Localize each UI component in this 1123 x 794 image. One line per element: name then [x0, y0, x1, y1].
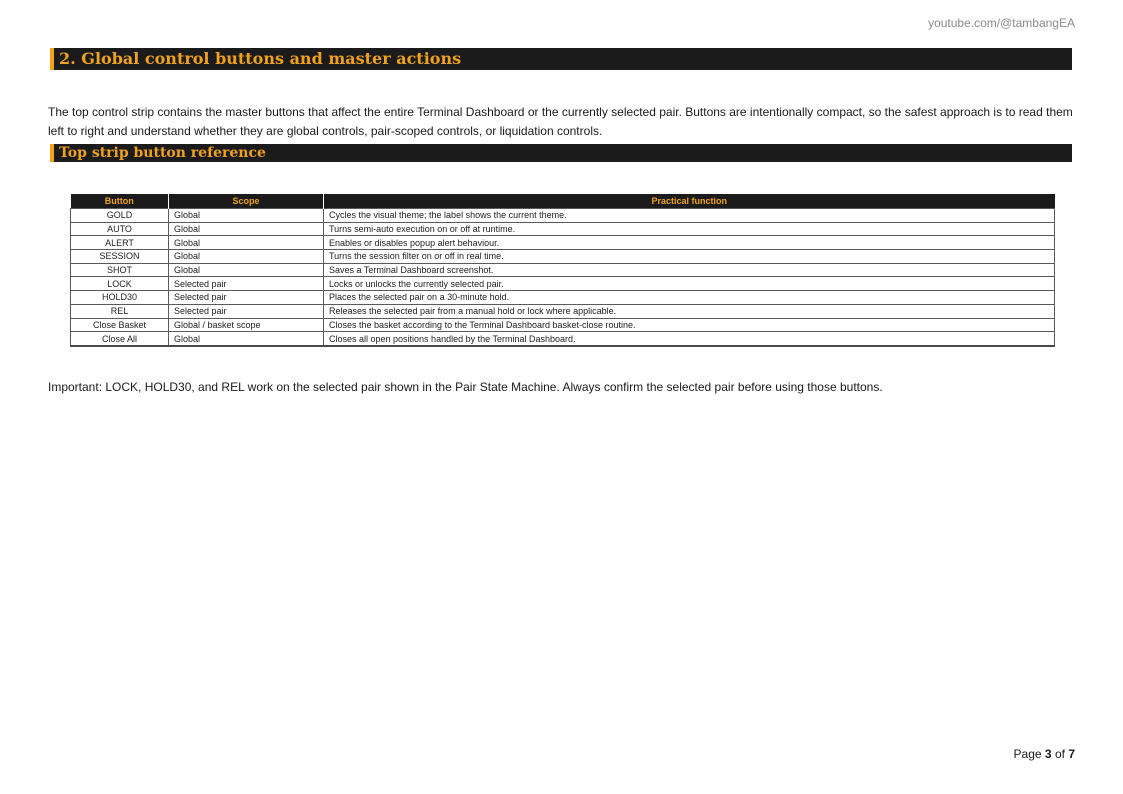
page-prefix: Page — [1013, 747, 1042, 761]
button-reference-table — [70, 194, 1055, 347]
table-row — [71, 291, 1055, 305]
cell-scope: Global — [169, 250, 324, 264]
intro-paragraph: The top control strip contains the master buttons that affect the entire Terminal Dashboard or the currently selected pair. Buttons are intentionally compact, so the safest approach is to read them left to right and understand whether they are global controls, pair-scoped controls, or liquidation controls. — [48, 105, 1073, 138]
table-header-row — [71, 194, 1055, 209]
page-current: 3 — [1044, 747, 1052, 761]
section-heading: 2. Global control buttons and master actions — [50, 48, 1072, 70]
important-note: Important: LOCK, HOLD30, and REL work on the selected pair shown in the Pair State Machine. Always confirm the selected pair before using those buttons. — [48, 380, 883, 394]
table-row — [71, 222, 1055, 236]
cell-scope: Global — [169, 222, 324, 236]
table-row — [71, 209, 1055, 223]
cell-scope: Selected pair — [169, 291, 324, 305]
cell-function: Releases the selected pair from a manual hold or lock where applicable. — [324, 304, 1055, 318]
cell-button: Close Basket — [71, 318, 169, 332]
table-row — [71, 250, 1055, 264]
cell-function: Saves a Terminal Dashboard screenshot. — [324, 263, 1055, 277]
cell-button: SESSION — [71, 250, 169, 264]
cell-button: GOLD — [71, 209, 169, 223]
cell-scope: Global — [169, 263, 324, 277]
cell-scope: Selected pair — [169, 277, 324, 291]
cell-button: AUTO — [71, 222, 169, 236]
cell-function: Enables or disables popup alert behaviour. — [324, 236, 1055, 250]
table-row — [71, 263, 1055, 277]
cell-function: Places the selected pair on a 30-minute hold. — [324, 291, 1055, 305]
table-row — [71, 304, 1055, 318]
page-of: of — [1054, 747, 1065, 761]
cell-button: LOCK — [71, 277, 169, 291]
cell-button: Close All — [71, 332, 169, 346]
channel-link[interactable]: youtube.com/@tambangEA — [928, 16, 1075, 30]
table-row — [71, 332, 1055, 346]
cell-function: Closes the basket according to the Terminal Dashboard basket-close routine. — [324, 318, 1055, 332]
page-total: 7 — [1068, 747, 1075, 761]
column-header-scope: Scope — [169, 194, 324, 209]
table-row — [71, 277, 1055, 291]
cell-button: SHOT — [71, 263, 169, 277]
cell-scope: Global / basket scope — [169, 318, 324, 332]
page-indicator — [1014, 747, 1075, 761]
cell-function: Locks or unlocks the currently selected pair. — [324, 277, 1055, 291]
table-row — [71, 236, 1055, 250]
cell-function: Cycles the visual theme; the label shows the current theme. — [324, 209, 1055, 223]
table-row — [71, 318, 1055, 332]
cell-button: HOLD30 — [71, 291, 169, 305]
cell-scope: Global — [169, 209, 324, 223]
column-header-button: Button — [71, 194, 169, 209]
cell-scope: Global — [169, 236, 324, 250]
cell-scope: Global — [169, 332, 324, 346]
subsection-heading: Top strip button reference — [50, 144, 1072, 162]
cell-button: REL — [71, 304, 169, 318]
cell-button: ALERT — [71, 236, 169, 250]
cell-function: Turns semi-auto execution on or off at runtime. — [324, 222, 1055, 236]
column-header-function: Practical function — [324, 194, 1055, 209]
cell-scope: Selected pair — [169, 304, 324, 318]
cell-function: Closes all open positions handled by the Terminal Dashboard. — [324, 332, 1055, 346]
cell-function: Turns the session filter on or off in real time. — [324, 250, 1055, 264]
